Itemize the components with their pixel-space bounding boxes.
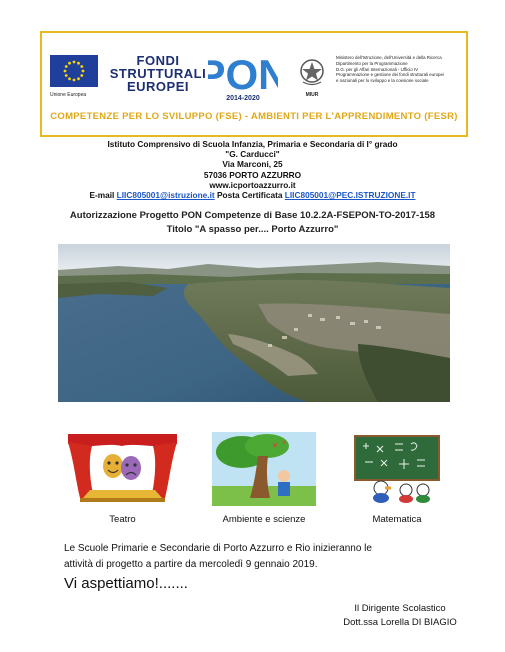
fondi-line-3: EUROPEI	[126, 79, 189, 94]
pon-logo-text: PON	[208, 51, 278, 97]
school-street: Via Marconi, 25	[222, 159, 283, 169]
school-city: 57036 PORTO AZZURRO	[203, 170, 302, 180]
math-board-icon	[351, 434, 443, 506]
signature-role: Il Dirigente Scolastico	[354, 603, 446, 614]
project-title: Titolo "A spasso per.... Porto Azzurro"	[166, 224, 339, 235]
eu-flag-icon	[50, 55, 98, 87]
school-website[interactable]: www.icportoazzurro.it	[209, 180, 296, 190]
ministry-line: Ministero dell'Istruzione, dell'Università e della Ricerca	[336, 55, 442, 60]
fondi-line-1: FONDI	[136, 53, 180, 68]
ministry-text	[336, 55, 466, 84]
eu-label: Unione Europea	[50, 92, 87, 98]
ministry-line: Dipartimento per la Programmazione	[336, 60, 408, 66]
ministry-line: Programmazione e gestione dei fondi strutturali europei	[336, 72, 444, 78]
pec-label: Posta Certificata	[217, 190, 283, 200]
activity-label-ambiente: Ambiente e scienze	[222, 514, 306, 525]
pec-link[interactable]: LIIC805001@PEC.ISTRUZIONE.IT	[284, 190, 416, 200]
italian-republic-emblem-icon	[299, 57, 325, 87]
pon-years: 2014-2020	[226, 95, 260, 102]
pon-banner	[40, 31, 468, 137]
tree-icon	[212, 432, 316, 506]
theatre-icon	[64, 432, 181, 504]
porto-azzurro-aerial-photo	[58, 244, 450, 402]
fondi-strutturali-logo-text	[108, 54, 208, 93]
banner-subtitle: COMPETENZE PER LO SVILUPPO (FSE) - AMBIENTI PER L'APPRENDIMENTO (FESR)	[50, 111, 458, 122]
signature-name: Dott.ssa Lorella DI BIAGIO	[343, 617, 457, 628]
message-line-1: Le Scuole Primarie e Secondarie di Porto Azzurro e Rio inizieranno le	[64, 543, 372, 554]
fondi-line-2: STRUTTURALI	[109, 66, 207, 81]
email-link[interactable]: LIIC805001@istruzione.it	[116, 190, 215, 200]
project-authorization: Autorizzazione Progetto PON Competenze di Base 10.2.2A-FSEPON-TO-2017-158	[69, 210, 436, 221]
closing-greeting: Vi aspettiamo!.......	[64, 575, 188, 592]
pon-logo	[208, 49, 278, 101]
school-named-after: "G. Carducci"	[225, 149, 280, 159]
miur-label: MIUR	[305, 92, 319, 98]
email-label: E-mail	[89, 190, 115, 200]
school-contacts	[0, 190, 505, 200]
school-name: Istituto Comprensivo di Scuola Infanzia, Primaria e Secondaria di I° grado	[107, 139, 398, 149]
ministry-line: D.G. per gli Affari Internazionali - Ufficio IV	[336, 66, 419, 72]
message-line-2: attività di progetto a partire da mercoledì 9 gennaio 2019.	[64, 559, 318, 570]
ministry-line: e nazionali per lo sviluppo e la coesione sociale	[336, 78, 429, 84]
activity-label-teatro: Teatro	[109, 514, 136, 525]
activity-label-matematica: Matematica	[372, 514, 422, 525]
